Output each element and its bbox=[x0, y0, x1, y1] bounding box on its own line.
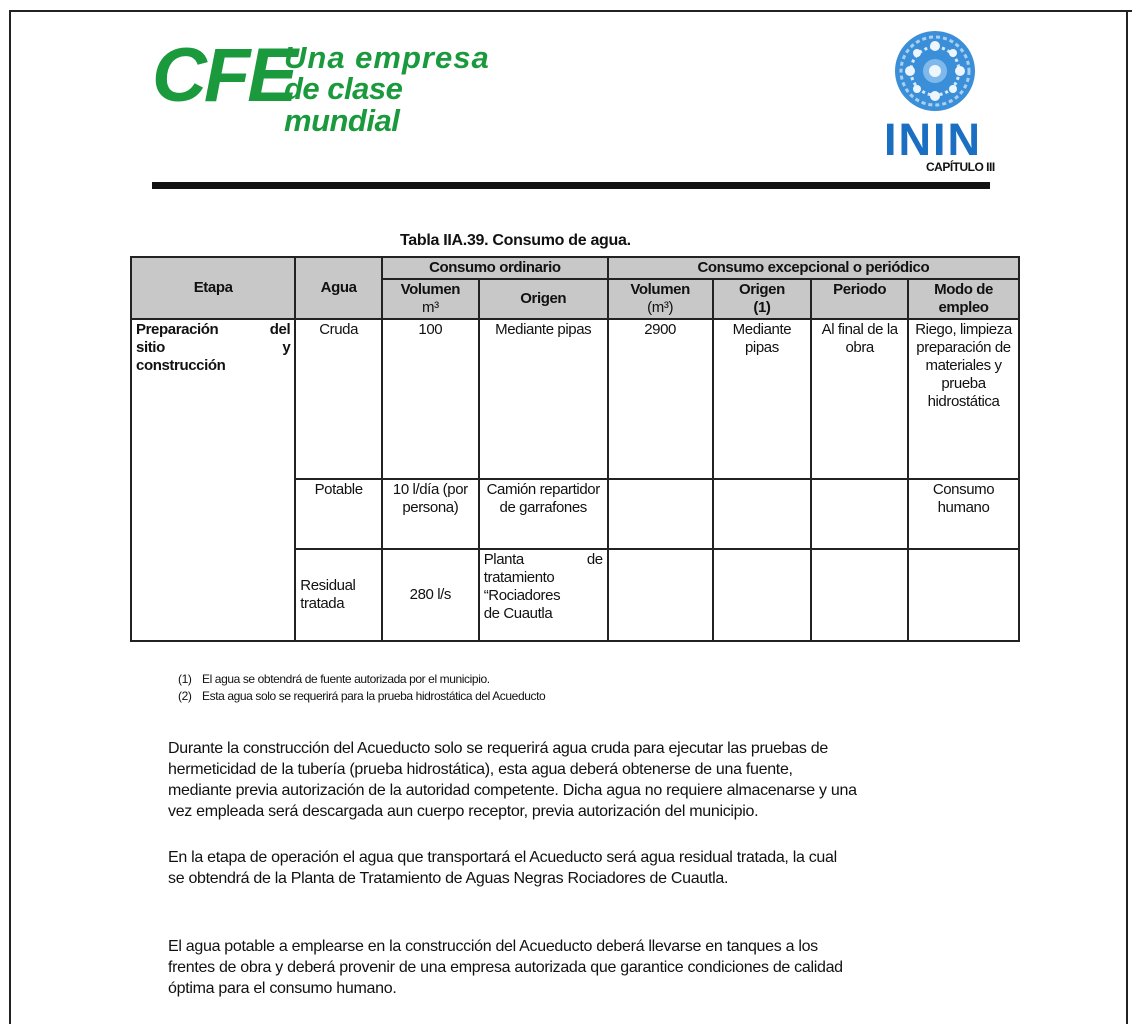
etapa-line1-right: del bbox=[269, 321, 291, 338]
note-1-text: El agua se obtendrá de fuente autorizada por el municipio. bbox=[202, 672, 490, 686]
header-exc-volumen-unit: (m³) bbox=[647, 299, 674, 316]
cell-ord-origen bbox=[479, 549, 608, 641]
note-2-number: (2) bbox=[178, 689, 192, 703]
cell-ord-origen-line1-right: de bbox=[586, 551, 603, 568]
header-exc-origen-note: (1) bbox=[753, 299, 771, 316]
header-exc-modo-line2: empleo bbox=[938, 299, 989, 316]
cell-exc-volumen bbox=[608, 549, 713, 641]
cell-ord-origen-line1 bbox=[484, 551, 603, 569]
page-border-top bbox=[9, 10, 1132, 12]
etapa-cell bbox=[131, 319, 295, 641]
header-etapa: Etapa bbox=[131, 257, 295, 319]
header-ord-volumen bbox=[382, 279, 479, 319]
cell-exc-volumen: 2900 bbox=[608, 319, 713, 479]
paragraph-construccion bbox=[168, 738, 998, 822]
inin-emblem-icon bbox=[880, 24, 990, 116]
cfe-tagline-line2: de clase mundial bbox=[284, 71, 403, 138]
header-exc-modo-line1: Modo de bbox=[934, 281, 993, 298]
cell-ord-origen-line1-left: Planta bbox=[483, 551, 524, 568]
paragraph-line: vez empleada será descargada aun cuerpo receptor, previa autorización del municipio. bbox=[168, 803, 759, 820]
table-header-row bbox=[131, 257, 1019, 279]
header-exc-volumen bbox=[608, 279, 713, 319]
table-row bbox=[131, 319, 1019, 479]
note-1 bbox=[178, 671, 545, 688]
cell-exc-volumen bbox=[608, 479, 713, 549]
note-2 bbox=[178, 688, 545, 705]
cell-agua bbox=[295, 549, 382, 641]
cell-ord-origen-line4: de Cuautla bbox=[483, 605, 553, 622]
cell-agua: Potable bbox=[295, 479, 382, 549]
paragraph-operacion bbox=[168, 847, 998, 889]
etapa-line2-right: y bbox=[282, 339, 291, 356]
header-exc-origen-label: Origen bbox=[738, 281, 785, 298]
header-exc-periodo: Periodo bbox=[811, 279, 908, 319]
inin-wordmark: ININ bbox=[884, 114, 982, 165]
etapa-line2 bbox=[136, 339, 290, 357]
cell-exc-origen: Mediante pipas bbox=[713, 319, 812, 479]
cell-agua-line2: tratada bbox=[300, 595, 345, 612]
cell-exc-periodo bbox=[811, 479, 908, 549]
paragraph-line: óptima para el consumo humano. bbox=[168, 980, 397, 997]
paragraph-line: El agua potable a emplearse en la construcción del Acueducto deberá llevarse en tanques a los bbox=[168, 938, 818, 955]
paragraph-line: se obtendrá de la Planta de Tratamiento de Aguas Negras Rociadores de Cuautla. bbox=[168, 870, 729, 887]
cell-agua-line1: Residual bbox=[300, 577, 356, 594]
header-exc-origen bbox=[713, 279, 812, 319]
table-title: Tabla IIA.39. Consumo de agua. bbox=[400, 232, 631, 249]
cell-exc-modo bbox=[908, 549, 1019, 641]
cfe-wordmark: CFE bbox=[152, 33, 295, 118]
paragraph-line: Durante la construcción del Acueducto solo se requerirá agua cruda para ejecutar las pruebas de bbox=[168, 740, 828, 757]
paragraph-line: frentes de obra y deberá provenir de una empresa autorizada que garantice condiciones de calidad bbox=[168, 959, 843, 976]
cell-exc-origen bbox=[713, 479, 812, 549]
header-exc-modo bbox=[908, 279, 1019, 319]
cell-exc-modo: Riego, limpieza preparación de materiales y prueba hidrostática bbox=[908, 319, 1019, 479]
cell-agua: Cruda bbox=[295, 319, 382, 479]
table-notes bbox=[178, 671, 545, 705]
paragraph-line: En la etapa de operación el agua que transportará el Acueducto será agua residual tratada, la cual bbox=[168, 849, 837, 866]
cell-exc-periodo bbox=[811, 549, 908, 641]
etapa-line1 bbox=[136, 321, 290, 339]
note-1-number: (1) bbox=[178, 672, 192, 686]
cell-ord-origen: Camión repartidor de garrafones bbox=[479, 479, 608, 549]
paragraph-agua-potable bbox=[168, 936, 998, 999]
etapa-line2-left: sitio bbox=[136, 339, 165, 356]
header-exc-volumen-label: Volumen bbox=[630, 281, 690, 298]
header-ord-volumen-unit: m³ bbox=[421, 299, 439, 316]
cell-ord-origen: Mediante pipas bbox=[479, 319, 608, 479]
header-consumo-ordinario: Consumo ordinario bbox=[382, 257, 608, 279]
page-border-right bbox=[1126, 10, 1128, 1024]
note-2-text: Esta agua solo se requerirá para la prueba hidrostática del Acueducto bbox=[202, 689, 546, 703]
page-border-left bbox=[9, 10, 11, 1024]
cell-exc-modo: Consumo humano bbox=[908, 479, 1019, 549]
cfe-logo bbox=[152, 33, 512, 138]
cell-exc-periodo: Al final de la obra bbox=[811, 319, 908, 479]
water-consumption-table bbox=[130, 256, 1020, 642]
cell-exc-origen bbox=[713, 549, 812, 641]
cell-ord-origen-line2: tratamiento bbox=[483, 569, 555, 586]
paragraph-line: mediante previa autorización de la autoridad competente. Dicha agua no requiere almacenarse y una bbox=[168, 782, 857, 799]
cell-ord-volumen: 100 bbox=[382, 319, 479, 479]
header-ord-volumen-label: Volumen bbox=[400, 281, 461, 298]
inin-logo bbox=[880, 24, 990, 164]
header-consumo-excepcional: Consumo excepcional o periódico bbox=[608, 257, 1019, 279]
header-rule bbox=[152, 182, 990, 189]
cell-ord-volumen: 280 l/s bbox=[382, 549, 479, 641]
header-ord-origen: Origen bbox=[479, 279, 608, 319]
chapter-label: CAPÍTULO III bbox=[926, 160, 995, 174]
etapa-line3: construcción bbox=[136, 357, 226, 374]
paragraph-line: hermeticidad de la tubería (prueba hidrostática), esta agua deberá obtenerse de una fuente, bbox=[168, 761, 793, 778]
cell-ord-origen-line3: “Rociadores bbox=[483, 587, 561, 604]
etapa-line1-left: Preparación bbox=[136, 321, 219, 338]
cfe-tagline-line1: Una empresa bbox=[284, 40, 490, 75]
cell-ord-volumen: 10 l/día (por persona) bbox=[382, 479, 479, 549]
header-agua: Agua bbox=[295, 257, 382, 319]
